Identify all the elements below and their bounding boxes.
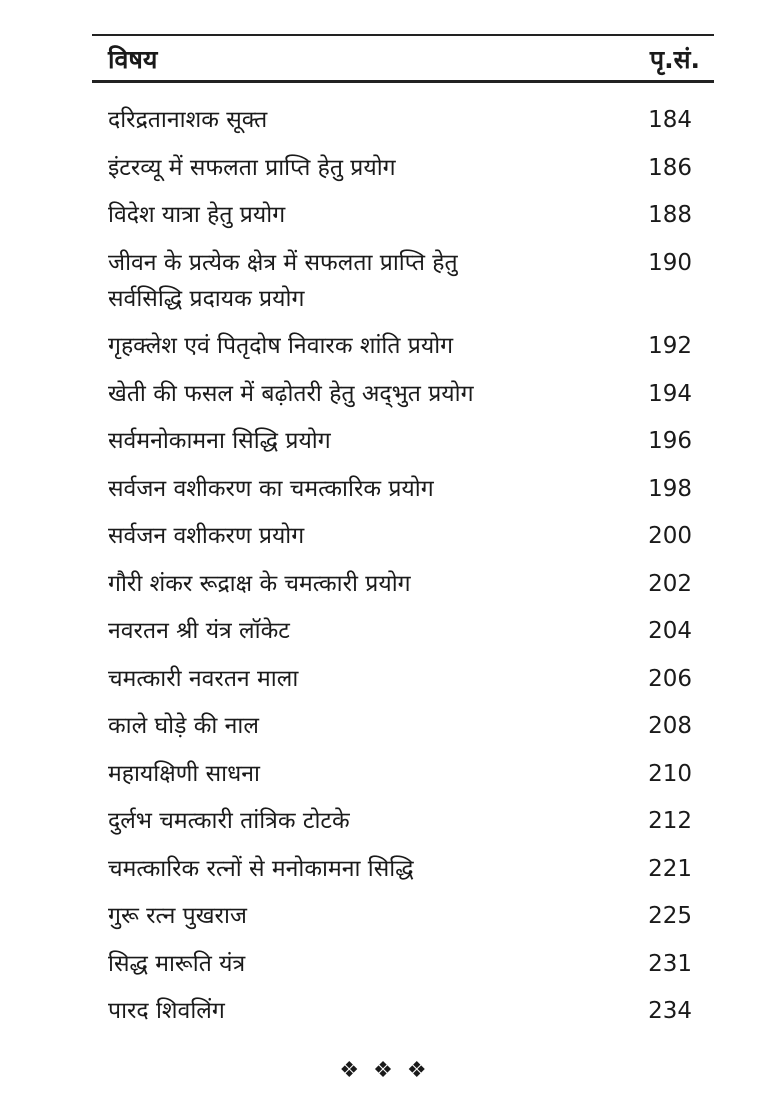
entry-title: पारद शिवलिंग (108, 998, 225, 1024)
entry-page-number: 184 (648, 107, 692, 133)
entry-page-number: 200 (648, 523, 692, 549)
header-rule (92, 80, 714, 83)
entry-page-number: 188 (648, 202, 692, 228)
toc-entry (108, 197, 692, 233)
entry-title: चमत्कारी नवरतन माला (108, 665, 299, 692)
entry-page-number: 198 (648, 475, 692, 502)
entry-page-number: 210 (648, 760, 692, 787)
entry-title: जीवन के प्रत्येक क्षेत्र में सफलता प्राप्ति हेतु सर्वसिद्धि प्रदायक प्रयोग (108, 249, 458, 312)
entry-page-number: 202 (648, 570, 692, 597)
toc-entry (108, 150, 692, 186)
toc-entry (108, 102, 692, 138)
entry-title: चमत्कारिक रत्नों से मनोकामना सिद्धि (108, 855, 414, 882)
toc-entry (108, 661, 692, 697)
entry-page-number: 190 (648, 249, 692, 276)
top-rule (92, 34, 714, 36)
toc-entry (108, 471, 692, 507)
entry-page-number: 221 (648, 855, 692, 882)
subject-heading: विषय (108, 45, 158, 74)
entry-title: इंटरव्यू में सफलता प्राप्ति हेतु प्रयोग (108, 154, 396, 181)
toc-entry (108, 518, 692, 554)
entry-title: नवरतन श्री यंत्र लॉकेट (108, 618, 290, 644)
toc-list (108, 102, 692, 1041)
entry-title: सर्वजन वशीकरण का चमत्कारिक प्रयोग (108, 475, 434, 502)
toc-entry (108, 851, 692, 887)
toc-entry (108, 993, 692, 1029)
entry-title: काले घोड़े की नाल (108, 713, 259, 739)
entry-title: खेती की फसल में बढ़ोतरी हेतु अद्‌भुत प्रयोग (108, 380, 474, 407)
entry-title: सर्वजन वशीकरण प्रयोग (108, 523, 305, 549)
toc-entry (108, 613, 692, 649)
page-number-heading: पृ.सं. (649, 45, 700, 74)
toc-entry (108, 708, 692, 744)
toc-entry (108, 328, 692, 364)
entry-page-number: 206 (648, 665, 692, 692)
entry-title: दुर्लभ चमत्कारी तांत्रिक टोटके (108, 808, 350, 834)
entry-page-number: 196 (648, 428, 692, 454)
toc-entry (108, 566, 692, 602)
toc-entry (108, 946, 692, 982)
entry-title: गुरू रत्न पुखराज (108, 903, 247, 929)
entry-title: विदेश यात्रा हेतु प्रयोग (108, 202, 286, 228)
entry-page-number: 194 (648, 380, 692, 407)
toc-entry (108, 376, 692, 412)
entry-title: गौरी शंकर रूद्राक्ष के चमत्कारी प्रयोग (108, 570, 411, 597)
toc-entry (108, 245, 692, 317)
entry-title: महायक्षिणी साधना (108, 760, 260, 787)
toc-entry (108, 898, 692, 934)
toc-entry (108, 756, 692, 792)
entry-page-number: 208 (648, 713, 692, 739)
toc-entry (108, 423, 692, 459)
entry-page-number: 186 (648, 154, 692, 181)
entry-title: दरिद्रतानाशक सूक्त (108, 107, 268, 133)
entry-page-number: 192 (648, 333, 692, 359)
entry-page-number: 234 (648, 998, 692, 1024)
entry-title: सर्वमनोकामना सिद्धि प्रयोग (108, 428, 331, 454)
toc-entry (108, 803, 692, 839)
entry-page-number: 225 (648, 903, 692, 929)
entry-page-number: 204 (648, 618, 692, 644)
ornament-divider: ❖❖❖ (339, 1058, 441, 1083)
entry-title: गृहक्लेश एवं पितृदोष निवारक शांति प्रयोग (108, 333, 454, 359)
entry-page-number: 231 (648, 950, 692, 977)
entry-page-number: 212 (648, 808, 692, 834)
toc-header (108, 42, 700, 78)
entry-title: सिद्ध मारूति यंत्र (108, 950, 246, 977)
